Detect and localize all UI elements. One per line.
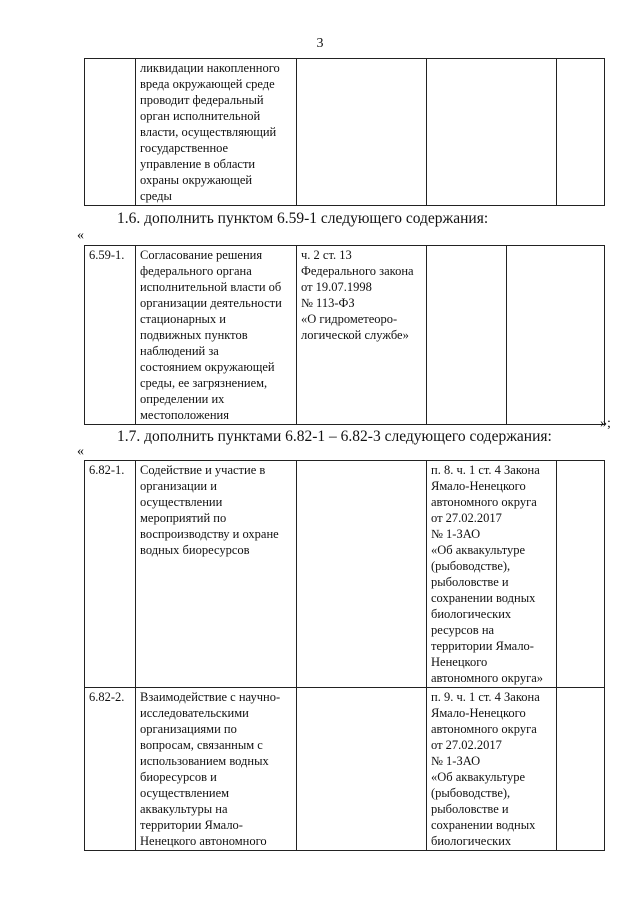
cell-empty — [507, 246, 605, 425]
cell-number — [85, 59, 136, 206]
table-row — [85, 246, 605, 425]
cell-empty — [427, 246, 507, 425]
cell-empty — [557, 461, 605, 688]
open-quote: « — [77, 228, 84, 243]
cell-empty — [557, 688, 605, 851]
cell-number: 6.59-1. — [85, 246, 136, 425]
table-6-59-1 — [84, 245, 605, 425]
cell-empty — [297, 688, 427, 851]
table-row — [85, 59, 605, 206]
cell-basis: п. 9. ч. 1 ст. 4 Закона Ямало-Ненецкого автономного округа от 27.02.2017 № 1-ЗАО «Об аквакультуре (рыбоводстве), рыболовстве и сохранении водных биологических — [427, 688, 557, 851]
cell-empty — [557, 59, 605, 206]
section-heading-1-7: 1.7. дополнить пунктами 6.82-1 – 6.82-3 следующего содержания: — [117, 428, 552, 445]
cell-basis: п. 8. ч. 1 ст. 4 Закона Ямало-Ненецкого автономного округа от 27.02.2017 № 1-ЗАО «Об аквакультуре (рыбоводстве), рыболовстве и сохранении водных биологических ресурсов на территории Ямало- Ненецкого автономного округа» — [427, 461, 557, 688]
cell-number: 6.82-2. — [85, 688, 136, 851]
cell-function: Содействие и участие в организации и осуществлении мероприятий по воспроизводству и охране водных биоресурсов — [136, 461, 297, 688]
cell-basis — [297, 59, 427, 206]
cell-empty — [297, 461, 427, 688]
table-continuation — [84, 58, 605, 206]
cell-basis: ч. 2 ст. 13 Федерального закона от 19.07.1998 № 113-ФЗ «О гидрометеоро- логической службе» — [297, 246, 427, 425]
open-quote: « — [77, 444, 84, 459]
cell-empty — [427, 59, 557, 206]
section-heading-1-6: 1.6. дополнить пунктом 6.59-1 следующего содержания: — [117, 210, 489, 227]
cell-number: 6.82-1. — [85, 461, 136, 688]
table-row — [85, 688, 605, 851]
table-6-82 — [84, 460, 605, 851]
cell-function: Согласование решения федерального органа исполнительной власти об организации деятельности стационарных и подвижных пунктов наблюдений за состоянием окружающей среды, ее загрязнением, определении их местоположения — [136, 246, 297, 425]
page-number: 3 — [316, 36, 324, 51]
close-mark: »; — [600, 416, 611, 431]
cell-function: ликвидации накопленного вреда окружающей среде проводит федеральный орган исполнительной власти, осуществляющий государственное управление в области охраны окружающей среды — [136, 59, 297, 206]
cell-function: Взаимодействие с научно- исследовательскими организациями по вопросам, связанным с использованием водных биоресурсов и осуществлением аквакультуры на территории Ямало- Ненецкого автономного — [136, 688, 297, 851]
table-row — [85, 461, 605, 688]
